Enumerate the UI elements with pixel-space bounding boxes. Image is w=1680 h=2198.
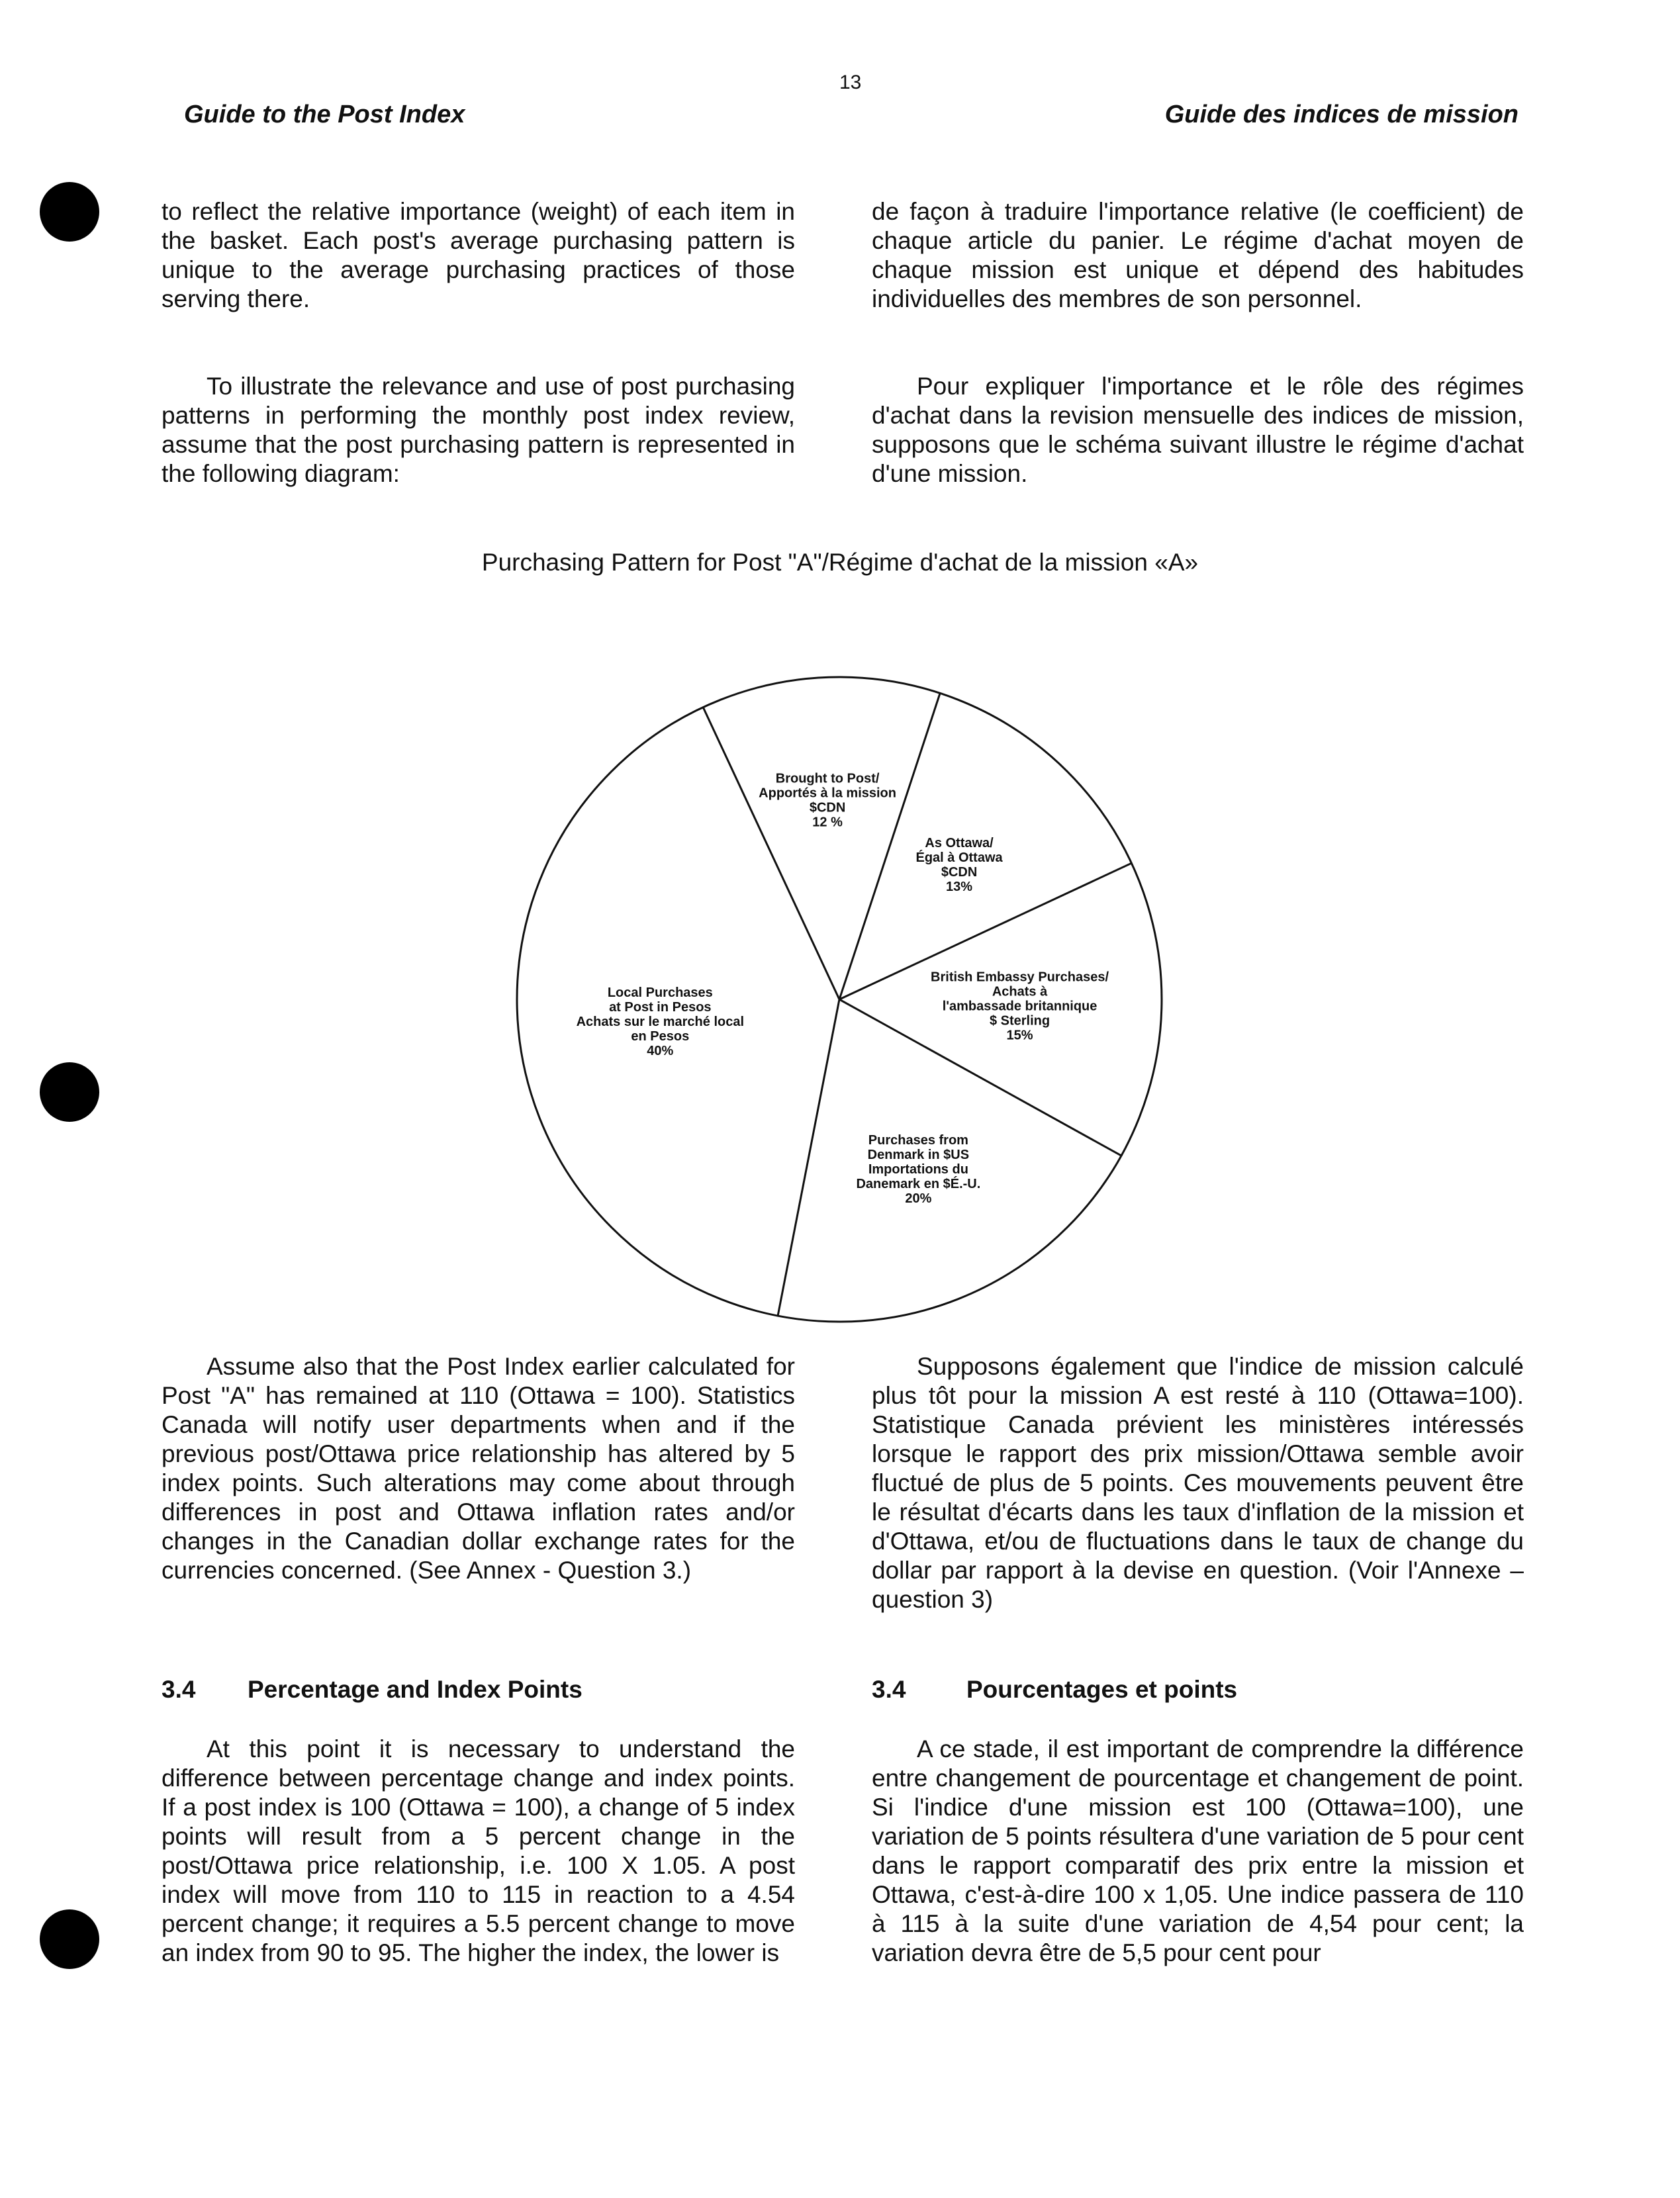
pie-slice-boundary: [839, 999, 1121, 1156]
page-number: 13: [839, 71, 862, 93]
pie-slice-boundary: [778, 999, 839, 1316]
chart-title: Purchasing Pattern for Post "A"/Régime d'achat de la mission «A»: [481, 549, 1199, 576]
en-paragraph-1: to reflect the relative importance (weight) of each item in the basket. Each post's average purchasing pattern is unique to the average purchasing practices of those serving there.: [162, 198, 795, 312]
pie-slice-boundary: [703, 708, 839, 999]
fr-paragraph-3: Supposons également que l'indice de mission calculé plus tôt pour la mission A est resté à 110 (Ottawa=100). Statistique Canada prévient les ministères intéressés lorsque le rapport des prix mission/Ottawa semble avoir fluctué de plus de 5 points. Ces mouvements peuvent être le résultat d'écarts dans les taux d'inflation de la mission et d'Ottawa, et/ou de fluctuations dans le taux de change du dollar par rapport à la devise en question. (Voir l'Annexe – question 3): [872, 1353, 1524, 1613]
fr-paragraph-2: Pour expliquer l'importance et le rôle des régimes d'achat dans la revision mensuelle des indices de mission, supposons que le schéma suivant illustre le régime d'achat d'une mission.: [872, 373, 1524, 487]
pie-slice-label: As Ottawa/ Égal à Ottawa $CDN 13%: [915, 836, 1003, 895]
header-left: Guide to the Post Index: [184, 101, 465, 128]
en-paragraph-3: Assume also that the Post Index earlier calculated for Post "A" has remained at 110 (Ottawa = 100). Statistics Canada will notify user departments when and if the previous post/Ottawa price relationship has altered by 5 index points. Such alterations may come about through differences in post and Ottawa inflation rates and/or changes in the Canadian dollar exchange rates for the currencies concerned. (See Annex - Question 3.): [162, 1353, 795, 1584]
fr-paragraph-4: A ce stade, il est important de comprendre la différence entre changement de pourcentage et changement de point. Si l'indice d'une mission est 100 (Ottawa=100), une variation de 5 points résultera d'une variation de 5 pour cent dans le rapport comparatif des prix entre la mission et Ottawa, c'est-à-dire 100 x 1,05. Une indice passera de 110 à 115 à la suite d'une variation de 4,54 pour cent; la variation devra être de 5,5 pour cent pour: [872, 1735, 1524, 1966]
en-section-title: Percentage and Index Points: [248, 1676, 583, 1703]
fr-section-title: Pourcentages et points: [966, 1676, 1238, 1703]
pie-slice-label: Brought to Post/ Apportés à la mission $CDN 12 %: [759, 771, 897, 830]
en-paragraph-2: To illustrate the relevance and use of post purchasing patterns in performing the monthly post index review, assume that the post purchasing pattern is represented in the following diagram:: [162, 373, 795, 487]
pie-slice-label: Purchases from Denmark in $US Importations du Danemark en $É.-U. 20%: [856, 1132, 981, 1206]
pie-slice-label: British Embassy Purchases/ Achats à l'ambassade britannique $ Sterling 15%: [931, 970, 1109, 1043]
fr-section-number: 3.4: [872, 1676, 906, 1703]
pie-slice-label: Local Purchases at Post in Pesos Achats sur le marché local en Pesos 40%: [576, 985, 745, 1059]
en-paragraph-4: At this point it is necessary to understand the difference between percentage change and index points. If a post index is 100 (Ottawa = 100), a change of 5 index points will result from a 5 percent change in the post/Ottawa price relationship, i.e. 100 X 1.05. A post index will move from 110 to 115 in reaction to a 4.54 percent change; it requires a 5.5 percent change to move an index from 90 to 95. The higher the index, the lower is: [162, 1735, 795, 1966]
header-right: Guide des indices de mission: [1164, 101, 1518, 128]
fr-paragraph-1: de façon à traduire l'importance relative (le coefficient) de chaque article du panier. Le régime d'achat moyen de chaque mission est unique et dépend des habitudes individuelles des membres de son personnel.: [872, 198, 1524, 312]
en-section-number: 3.4: [162, 1676, 196, 1703]
